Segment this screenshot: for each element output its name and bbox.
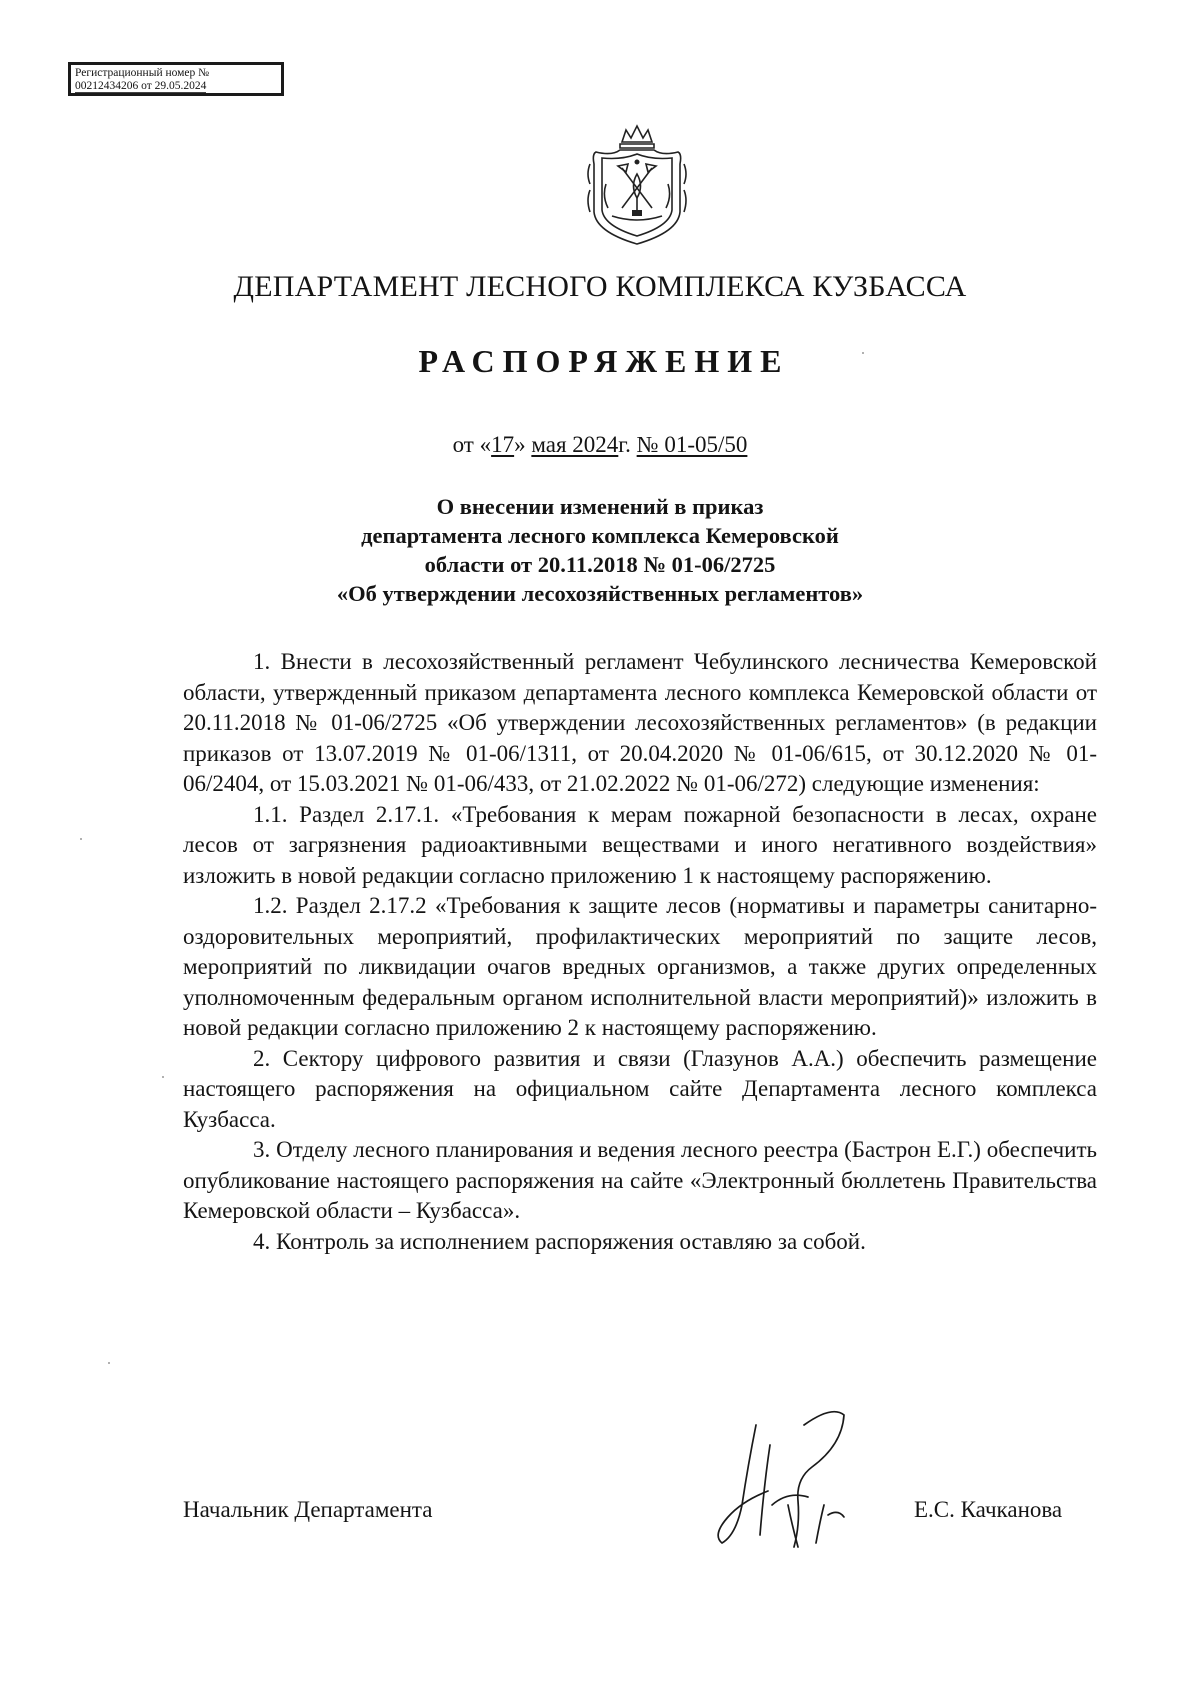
document-body <box>183 647 1097 1257</box>
department-name: ДЕПАРТАМЕНТ ЛЕСНОГО КОМПЛЕКСА КУЗБАССА <box>233 270 967 303</box>
paragraph-item-2: 2. Сектору цифрового развития и связи (Глазунов А.А.) обеспечить размещение настоящего распоряжения на официальном сайте Департамента лесного комплекса Кузбасса. <box>183 1045 1097 1132</box>
registration-stamp <box>68 62 284 96</box>
date-month-year: мая 2024 <box>531 432 619 457</box>
scan-speck <box>862 352 864 354</box>
paragraph-item-1: 1. Внести в лесохозяйственный регламент Чебулинского лесничества Кемеровской области, утвержденный приказом департамента лесного комплекса Кемеровской области от 20.11.2018 № 01-06/2725 «Об утверждении лесохозяйственных регламентов» (в редакции приказов от 13.07.2019 № 01-06/1311, от 20.04.2020 № 01-06/615, от 30.12.2020 № 01-06/2404, от 15.03.2021 № 01-06/433, от 21.02.2022 № 01-06/272) следующие изменения: <box>183 649 1097 796</box>
title-line: «Об утверждении лесохозяйственных регламентов» <box>336 581 864 606</box>
scan-speck <box>162 1076 164 1078</box>
document-type-heading: РАСПОРЯЖЕНИЕ <box>418 343 790 379</box>
date-day: 17 <box>491 432 515 457</box>
registration-stamp-line2: 00212434206 от 29.05.2024 <box>75 80 207 92</box>
title-line: области от 20.11.2018 № 01-06/2725 <box>424 552 776 577</box>
paragraph-item-1-1: 1.1. Раздел 2.17.1. «Требования к мерам пожарной безопасности в лесах, охране лесов от загрязнения радиоактивными веществами и иного негативного воздействия» изложить в новой редакции согласно приложению 1 к настоящему распоряжению. <box>183 801 1097 888</box>
paragraph-item-1-2: 1.2. Раздел 2.17.2 «Требования к защите лесов (нормативы и параметры санитарно-оздоровительных мероприятий, профилактических мероприятий по защите лесов, мероприятий по ликвидации очагов вредных организмов, а также других определенных уполномоченным федеральным органом исполнительной власти мероприятий)» изложить в новой редакции согласно приложению 2 к настоящему распоряжению. <box>183 893 1097 1040</box>
date-prefix: от « <box>452 432 492 457</box>
scan-speck <box>108 1362 110 1364</box>
date-and-number-line <box>0 432 1200 458</box>
coat-of-arms-emblem <box>582 124 692 248</box>
handwritten-signature <box>712 1405 860 1555</box>
signatory-position: Начальник Департамента <box>183 1497 433 1522</box>
date-suffix: г. <box>618 432 637 457</box>
title-line: О внесении изменений в приказ <box>436 494 764 519</box>
paragraph-item-3: 3. Отделу лесного планирования и ведения лесного реестра (Бастрон Е.Г.) обеспечить опубликование настоящего распоряжения на сайте «Электронный бюллетень Правительства Кемеровской области – Кузбасса». <box>183 1137 1097 1223</box>
title-line: департамента лесного комплекса Кемеровской <box>361 523 839 548</box>
document-number: № 01-05/50 <box>636 432 748 457</box>
signatory-name: Е.С. Качканова <box>914 1497 1063 1522</box>
registration-stamp-line1: Регистрационный номер № <box>75 67 210 79</box>
scan-speck <box>80 838 82 840</box>
paragraph-item-4: 4. Контроль за исполнением распоряжения оставляю за собой. <box>253 1228 866 1254</box>
date-mid: » <box>514 432 532 457</box>
document-title <box>0 492 1200 608</box>
